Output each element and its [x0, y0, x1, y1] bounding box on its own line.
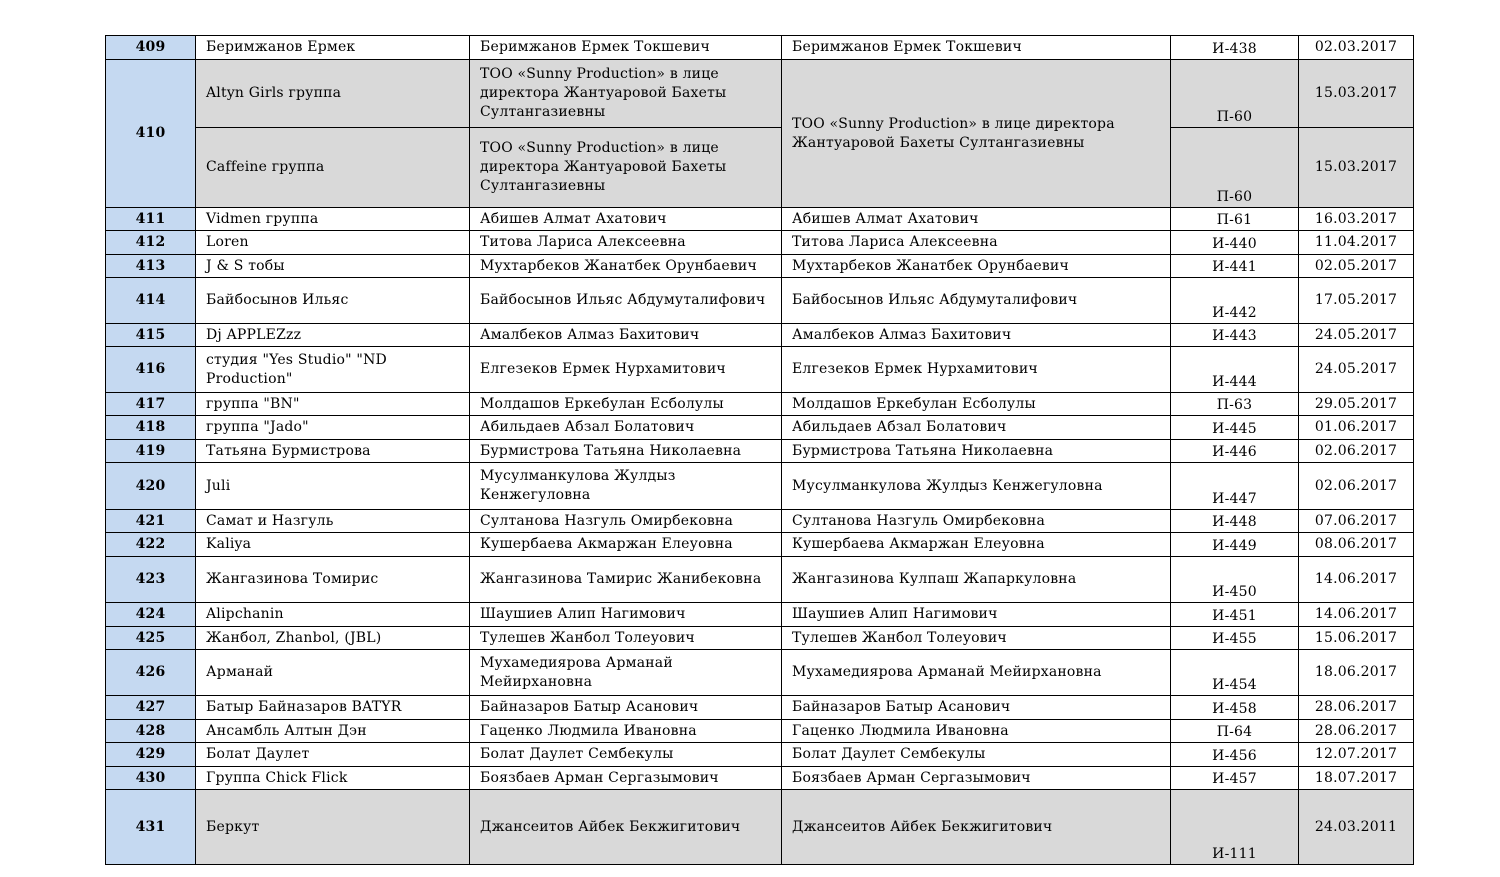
performer-name: Болат Даулет [196, 743, 470, 767]
rights-holder: Джансеитов Айбек Бекжигитович [782, 790, 1171, 865]
performer-name: Vidmen группа [196, 208, 470, 231]
registration-date: 02.06.2017 [1299, 463, 1414, 510]
row-number: 410 [106, 60, 196, 208]
registration-date: 12.07.2017 [1299, 743, 1414, 767]
document-number: П-64 [1171, 720, 1299, 743]
row-number: 422 [106, 533, 196, 557]
owner-name: Мухтарбеков Жанатбек Орунбаевич [470, 255, 782, 278]
registration-date: 02.03.2017 [1299, 36, 1414, 60]
row-number: 428 [106, 720, 196, 743]
owner-name: Байбосынов Ильяс Абдумуталифович [470, 278, 782, 324]
rights-holder: Молдашов Еркебулан Есболулы [782, 393, 1171, 416]
performer-name: Батыр Байназаров BATYR [196, 696, 470, 720]
table-row [106, 347, 1414, 393]
performer-name: Kaliya [196, 533, 470, 557]
registry-table-body [106, 36, 1414, 865]
performer-name: Altyn Girls группа [196, 60, 470, 128]
table-row [106, 393, 1414, 416]
document-number: И-438 [1171, 36, 1299, 60]
performer-name: студия "Yes Studio" "ND Production" [196, 347, 470, 393]
owner-name: Боязбаев Арман Сергазымович [470, 767, 782, 790]
table-row [106, 278, 1414, 324]
table-row [106, 255, 1414, 278]
owner-name: Султанова Назгуль Омирбековна [470, 510, 782, 533]
table-row [106, 743, 1414, 767]
row-number: 424 [106, 603, 196, 627]
rights-holder: Елгезеков Ермек Нурхамитович [782, 347, 1171, 393]
document-number: П-63 [1171, 393, 1299, 416]
rights-holder: Гаценко Людмила Ивановна [782, 720, 1171, 743]
owner-name: Абишев Алмат Ахатович [470, 208, 782, 231]
performer-name: Самат и Назгуль [196, 510, 470, 533]
document-number: И-445 [1171, 416, 1299, 440]
document-number: П-61 [1171, 208, 1299, 231]
rights-holder: Мухамедиярова Арманай Мейирхановна [782, 650, 1171, 696]
row-number: 412 [106, 231, 196, 255]
rights-holder: Тулешев Жанбол Толеуович [782, 627, 1171, 650]
document-number: И-456 [1171, 743, 1299, 767]
rights-holder: Байназаров Батыр Асанович [782, 696, 1171, 720]
owner-name: Гаценко Людмила Ивановна [470, 720, 782, 743]
performer-name: Группа Chick Flick [196, 767, 470, 790]
performer-name: Ансамбль Алтын Дэн [196, 720, 470, 743]
owner-name: Тулешев Жанбол Толеуович [470, 627, 782, 650]
table-row [106, 627, 1414, 650]
row-number: 426 [106, 650, 196, 696]
rights-holder: Абильдаев Абзал Болатович [782, 416, 1171, 440]
document-number: И-443 [1171, 324, 1299, 347]
owner-name: Бурмистрова Татьяна Николаевна [470, 440, 782, 463]
document-number: И-444 [1171, 347, 1299, 393]
owner-name: Кушербаева Акмаржан Елеуовна [470, 533, 782, 557]
rights-holder: Мусулманкулова Жулдыз Кенжегуловна [782, 463, 1171, 510]
performer-name: Беримжанов Ермек [196, 36, 470, 60]
registry-table [105, 35, 1414, 865]
performer-name: Жанбол, Zhanbol, (JBL) [196, 627, 470, 650]
owner-name: Мухамедиярова Арманай Мейирхановна [470, 650, 782, 696]
row-number: 415 [106, 324, 196, 347]
rights-holder: Абишев Алмат Ахатович [782, 208, 1171, 231]
table-row [106, 533, 1414, 557]
row-number: 419 [106, 440, 196, 463]
registration-date: 11.04.2017 [1299, 231, 1414, 255]
performer-name: Juli [196, 463, 470, 510]
registration-date: 24.05.2017 [1299, 347, 1414, 393]
rights-holder: Байбосынов Ильяс Абдумуталифович [782, 278, 1171, 324]
performer-name: Dj APPLEZzz [196, 324, 470, 347]
row-number: 427 [106, 696, 196, 720]
row-number: 430 [106, 767, 196, 790]
document-number: И-111 [1171, 790, 1299, 865]
rights-holder: Шаушиев Алип Нагимович [782, 603, 1171, 627]
owner-name: Молдашов Еркебулан Есболулы [470, 393, 782, 416]
performer-name: группа "Jado" [196, 416, 470, 440]
table-row [106, 324, 1414, 347]
owner-name: Амалбеков Алмаз Бахитович [470, 324, 782, 347]
table-row [106, 650, 1414, 696]
rights-holder: Жангазинова Кулпаш Жапаркуловна [782, 557, 1171, 603]
document-number: И-440 [1171, 231, 1299, 255]
document-number: И-442 [1171, 278, 1299, 324]
row-number: 431 [106, 790, 196, 865]
owner-name: Байназаров Батыр Асанович [470, 696, 782, 720]
table-row [106, 720, 1414, 743]
owner-name: Жангазинова Тамирис Жанибековна [470, 557, 782, 603]
row-number: 413 [106, 255, 196, 278]
rights-holder: Титова Лариса Алексеевна [782, 231, 1171, 255]
document-number: П-60 [1171, 60, 1299, 128]
registration-date: 24.05.2017 [1299, 324, 1414, 347]
document-number: И-441 [1171, 255, 1299, 278]
owner-name: Мусулманкулова Жулдыз Кенжегуловна [470, 463, 782, 510]
registration-date: 18.06.2017 [1299, 650, 1414, 696]
registration-date: 24.03.2011 [1299, 790, 1414, 865]
owner-name: ТОО «Sunny Production» в лице директора Жантуаровой Бахеты Султангазиевны [470, 60, 782, 128]
rights-holder: Боязбаев Арман Сергазымович [782, 767, 1171, 790]
registration-date: 17.05.2017 [1299, 278, 1414, 324]
row-number: 414 [106, 278, 196, 324]
performer-name: Caffeine группа [196, 128, 470, 208]
row-number: 417 [106, 393, 196, 416]
performer-name: Арманай [196, 650, 470, 696]
table-row [106, 767, 1414, 790]
document-number: И-447 [1171, 463, 1299, 510]
registration-date: 15.03.2017 [1299, 128, 1414, 208]
document-number: И-455 [1171, 627, 1299, 650]
rights-holder: ТОО «Sunny Production» в лице директора Жантуаровой Бахеты Султангазиевны [782, 60, 1171, 208]
performer-name: Татьяна Бурмистрова [196, 440, 470, 463]
document-number: И-458 [1171, 696, 1299, 720]
owner-name: Беримжанов Ермек Токшевич [470, 36, 782, 60]
document-number: П-60 [1171, 128, 1299, 208]
registration-date: 02.06.2017 [1299, 440, 1414, 463]
rights-holder: Амалбеков Алмаз Бахитович [782, 324, 1171, 347]
registration-date: 18.07.2017 [1299, 767, 1414, 790]
row-number: 411 [106, 208, 196, 231]
performer-name: Loren [196, 231, 470, 255]
owner-name: ТОО «Sunny Production» в лице директора Жантуаровой Бахеты Султангазиевны [470, 128, 782, 208]
row-number: 429 [106, 743, 196, 767]
registration-date: 15.06.2017 [1299, 627, 1414, 650]
rights-holder: Бурмистрова Татьяна Николаевна [782, 440, 1171, 463]
performer-name: Alipchanin [196, 603, 470, 627]
performer-name: Жангазинова Томирис [196, 557, 470, 603]
registration-date: 01.06.2017 [1299, 416, 1414, 440]
registration-date: 14.06.2017 [1299, 557, 1414, 603]
row-number: 409 [106, 36, 196, 60]
owner-name: Болат Даулет Сембекулы [470, 743, 782, 767]
registration-date: 28.06.2017 [1299, 696, 1414, 720]
document-number: И-454 [1171, 650, 1299, 696]
rights-holder: Кушербаева Акмаржан Елеуовна [782, 533, 1171, 557]
table-row [106, 557, 1414, 603]
registration-date: 08.06.2017 [1299, 533, 1414, 557]
registration-date: 16.03.2017 [1299, 208, 1414, 231]
owner-name: Елгезеков Ермек Нурхамитович [470, 347, 782, 393]
performer-name: J & S тобы [196, 255, 470, 278]
owner-name: Джансеитов Айбек Бекжигитович [470, 790, 782, 865]
owner-name: Титова Лариса Алексеевна [470, 231, 782, 255]
registration-date: 07.06.2017 [1299, 510, 1414, 533]
table-row [106, 60, 1414, 128]
row-number: 423 [106, 557, 196, 603]
registration-date: 29.05.2017 [1299, 393, 1414, 416]
registration-date: 02.05.2017 [1299, 255, 1414, 278]
performer-name: Байбосынов Ильяс [196, 278, 470, 324]
document-number: И-448 [1171, 510, 1299, 533]
row-number: 416 [106, 347, 196, 393]
owner-name: Шаушиев Алип Нагимович [470, 603, 782, 627]
owner-name: Абильдаев Абзал Болатович [470, 416, 782, 440]
registration-date: 15.03.2017 [1299, 60, 1414, 128]
registration-date: 28.06.2017 [1299, 720, 1414, 743]
performer-name: группа "BN" [196, 393, 470, 416]
table-row [106, 603, 1414, 627]
table-row [106, 463, 1414, 510]
document-number: И-450 [1171, 557, 1299, 603]
rights-holder: Мухтарбеков Жанатбек Орунбаевич [782, 255, 1171, 278]
row-number: 420 [106, 463, 196, 510]
rights-holder: Султанова Назгуль Омирбековна [782, 510, 1171, 533]
row-number: 421 [106, 510, 196, 533]
row-number: 425 [106, 627, 196, 650]
table-row [106, 128, 1414, 208]
table-row [106, 790, 1414, 865]
table-row [106, 208, 1414, 231]
rights-holder: Беримжанов Ермек Токшевич [782, 36, 1171, 60]
document-number: И-457 [1171, 767, 1299, 790]
table-row [106, 696, 1414, 720]
document-number: И-451 [1171, 603, 1299, 627]
document-number: И-446 [1171, 440, 1299, 463]
table-row [106, 440, 1414, 463]
table-row [106, 510, 1414, 533]
table-row [106, 36, 1414, 60]
rights-holder: Болат Даулет Сембекулы [782, 743, 1171, 767]
performer-name: Беркут [196, 790, 470, 865]
table-row [106, 416, 1414, 440]
registration-date: 14.06.2017 [1299, 603, 1414, 627]
table-row [106, 231, 1414, 255]
row-number: 418 [106, 416, 196, 440]
document-number: И-449 [1171, 533, 1299, 557]
